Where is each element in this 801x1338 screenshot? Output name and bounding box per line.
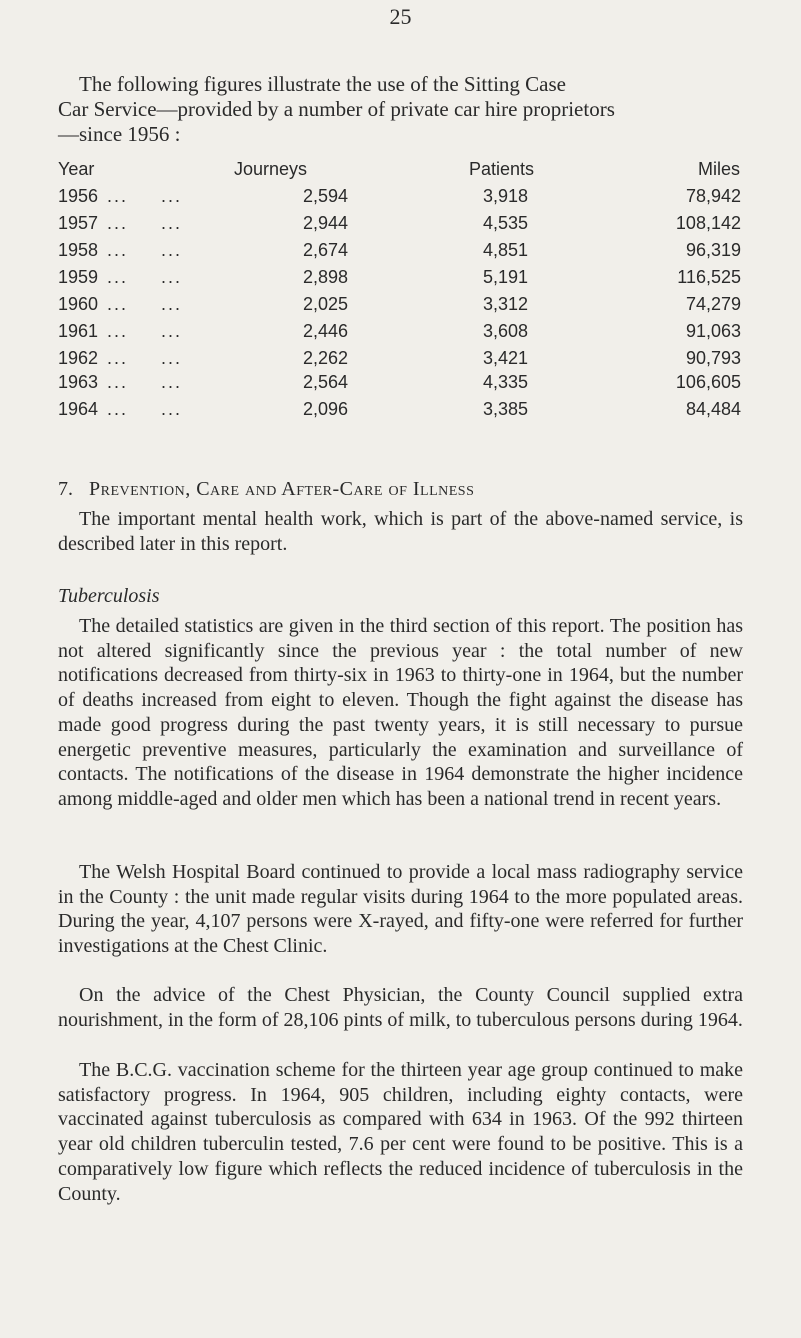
row-patients: 3,312 <box>482 294 528 314</box>
intro-line: —since 1956 : <box>58 122 181 146</box>
row-year: 1958 <box>58 240 99 260</box>
row-patients: 3,608 <box>482 321 528 341</box>
row-patients: 4,535 <box>482 213 528 233</box>
row-year: 1961 <box>58 321 99 341</box>
leader-dots: ... <box>161 213 183 233</box>
page-number: 25 <box>389 4 412 29</box>
leader-dots: ... <box>161 321 183 341</box>
row-miles: 78,942 <box>685 186 741 206</box>
leader-dots: ... <box>161 267 183 287</box>
leader-dots: ... <box>107 399 129 419</box>
row-journeys: 2,564 <box>302 372 348 392</box>
table-row <box>58 294 743 321</box>
row-patients: 3,918 <box>482 186 528 206</box>
row-journeys: 2,096 <box>302 399 348 419</box>
table-row <box>58 348 743 372</box>
table-row <box>58 267 743 294</box>
row-journeys: 2,446 <box>302 321 348 341</box>
paragraph-radiography: The Welsh Hospital Board continued to provide a local mass radiography service in the County : the unit made regular visits during 1964 to the more populated areas. During the year, 4,107 persons were X-rayed, and fifty-one were referred for further investigations at the Chest Clinic. <box>58 861 743 958</box>
leader-dots: ... <box>161 240 183 260</box>
intro-paragraph <box>58 72 743 147</box>
row-miles: 96,319 <box>685 240 741 260</box>
table-row <box>58 186 743 213</box>
row-miles: 74,279 <box>685 294 741 314</box>
header-year: Year <box>58 159 95 179</box>
subheading-tuberculosis: Tuberculosis <box>58 585 160 607</box>
table-row <box>58 372 743 399</box>
car-service-table <box>58 159 743 426</box>
table-row <box>58 321 743 348</box>
row-journeys: 2,262 <box>302 348 348 368</box>
row-journeys: 2,025 <box>302 294 348 314</box>
row-year: 1959 <box>58 267 99 287</box>
row-year: 1962 <box>58 348 99 368</box>
intro-line: Car Service—provided by a number of private car hire proprietors <box>58 97 615 121</box>
paragraph-bcg-vaccination: The B.C.G. vaccination scheme for the thirteen year age group continued to make satisfactory progress. In 1964, 905 children, including eighty contacts, were vaccinated against tuberculosis as compared with 634 in 1963. Of the 992 thirteen year old children tuberculin tested, 7.6 per cent were found to be positive. This is a comparatively low figure which reflects the reduced incidence of tuberculosis in the County. <box>58 1059 743 1205</box>
row-year: 1957 <box>58 213 99 233</box>
row-journeys: 2,594 <box>302 186 348 206</box>
row-miles: 106,605 <box>675 372 741 392</box>
section-number: 7. <box>58 478 73 500</box>
table-header-row <box>58 159 743 186</box>
paragraph-statistics: The detailed statistics are given in the third section of this report. The position has not altered significantly since the previous year : the total number of new notifications decreased from thirty-six in 1963 to thirty-one in 1964, but the number of deaths increased from eight to eleven. Though the fight against the disease has made good progress during the past twenty years, it is still necessary to pursue energetic preventive measures, particularly the examination and surveillance of contacts. The notifications of the disease in 1964 demonstrate the higher incidence among middle-aged and older men which has been a national trend in recent years. <box>58 615 743 810</box>
row-journeys: 2,674 <box>302 240 348 260</box>
row-miles: 91,063 <box>685 321 741 341</box>
section-paragraph: The important mental health work, which is part of the above-named service, is described later in this report. <box>58 508 743 555</box>
paragraph-nourishment: On the advice of the Chest Physician, the County Council supplied extra nourishment, in the form of 28,106 pints of milk, to tuberculous persons during 1964. <box>58 984 743 1031</box>
row-miles: 90,793 <box>685 348 741 368</box>
row-journeys: 2,944 <box>302 213 348 233</box>
leader-dots: ... <box>161 294 183 314</box>
leader-dots: ... <box>107 186 129 206</box>
row-patients: 3,421 <box>482 348 528 368</box>
header-miles: Miles <box>698 159 741 179</box>
table-row <box>58 399 743 426</box>
header-patients: Patients <box>469 159 535 179</box>
leader-dots: ... <box>107 213 129 233</box>
row-patients: 4,851 <box>482 240 528 260</box>
intro-line: The following figures illustrate the use of the Sitting Case <box>79 72 566 96</box>
leader-dots: ... <box>107 267 129 287</box>
leader-dots: ... <box>107 321 129 341</box>
section-heading <box>58 478 743 501</box>
row-year: 1956 <box>58 186 99 206</box>
row-year: 1964 <box>58 399 99 419</box>
header-journeys: Journeys <box>234 159 308 179</box>
leader-dots: ... <box>107 372 129 392</box>
leader-dots: ... <box>107 348 129 368</box>
table-row <box>58 213 743 240</box>
row-journeys: 2,898 <box>302 267 348 287</box>
leader-dots: ... <box>161 348 183 368</box>
row-miles: 84,484 <box>685 399 741 419</box>
row-miles: 108,142 <box>675 213 741 233</box>
leader-dots: ... <box>107 294 129 314</box>
row-patients: 3,385 <box>482 399 528 419</box>
row-year: 1960 <box>58 294 99 314</box>
section-title: Prevention, Care and After-Care of Illness <box>89 478 475 500</box>
row-patients: 5,191 <box>482 267 528 287</box>
leader-dots: ... <box>161 372 183 392</box>
table-row <box>58 240 743 267</box>
leader-dots: ... <box>161 186 183 206</box>
row-year: 1963 <box>58 372 99 392</box>
leader-dots: ... <box>107 240 129 260</box>
row-patients: 4,335 <box>482 372 528 392</box>
leader-dots: ... <box>161 399 183 419</box>
row-miles: 116,525 <box>677 267 741 287</box>
